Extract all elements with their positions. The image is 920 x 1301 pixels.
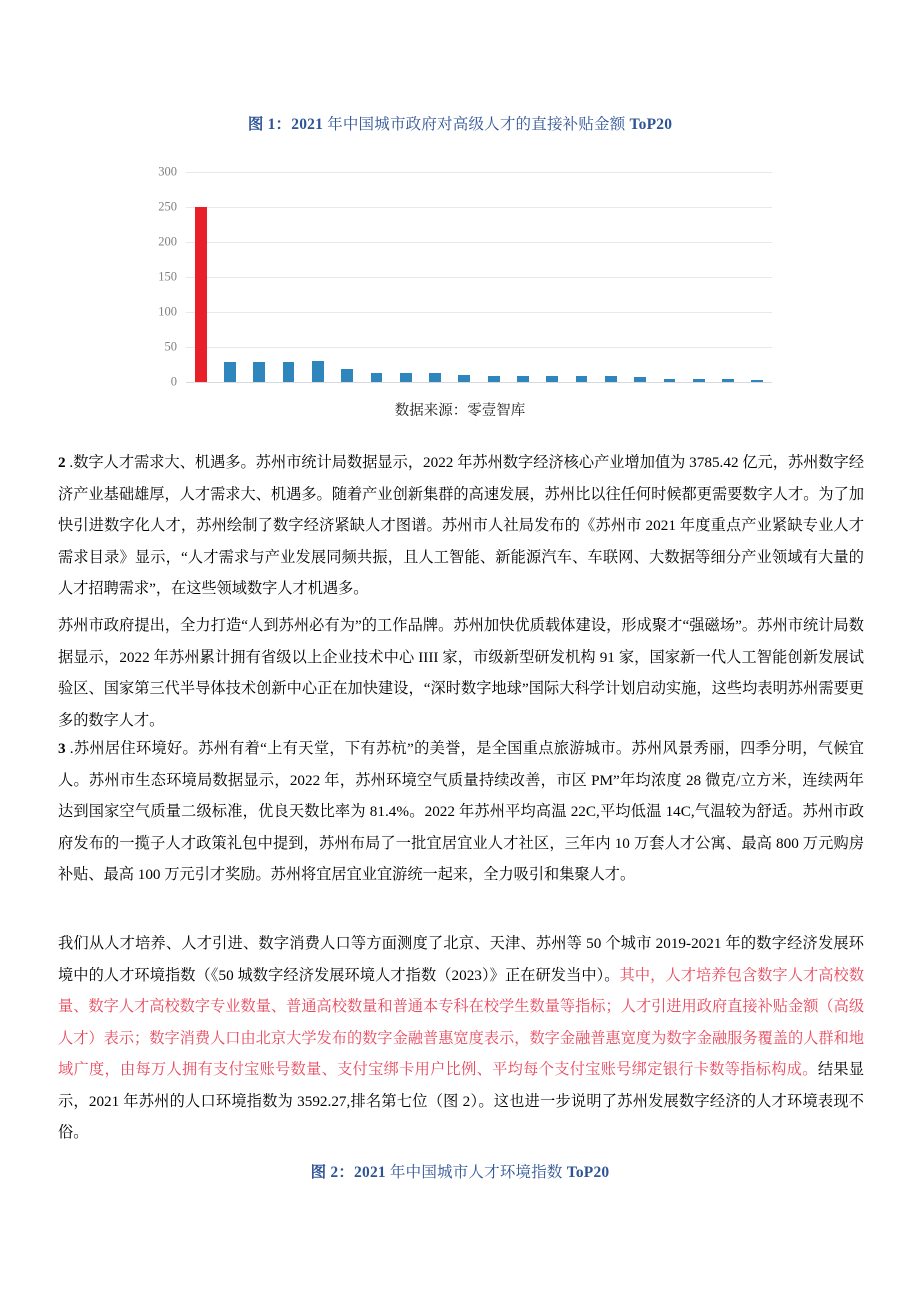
chart-y-tick-label: 300 — [158, 164, 177, 179]
chart-bar — [458, 375, 470, 382]
paragraph-4 — [58, 733, 864, 891]
figure2-caption — [0, 1160, 920, 1182]
chart-source-note: 数据来源：零壹智库 — [394, 403, 526, 419]
chart-bar — [253, 362, 265, 382]
paragraph-5-text-part2: 结果显示，2021 年苏州的人口环境指数为 3592.27,排名第七位（图 2）。这也进一步说明了苏州发展数字经济的人才环境表现不俗。 — [58, 1061, 865, 1141]
figure2-caption-suffix: ToP20 — [566, 1164, 610, 1181]
paragraph-4-text: .苏州居住环境好。苏州有着“上有天堂，下有苏杭”的美誉，是全国重点旅游城市。苏州风景秀丽，四季分明，气候宜人。苏州市生态环境局数据显示，2022 年，苏州环境空气质量持续改善，市区 PM”年均浓度 28 微克/立方米，连续两年达到国家空气质量二级标准，优良天数比率为 81.4%。2022 年苏州平均高温 22C,平均低温 14C,气温较为舒适。苏州市政府发布的一揽子人才政策礼包中提到，苏州布局了一批宜居宜业人才社区，三年内 10 万套人才公寓、最高 800 万元购房补贴、最高 100 万元引才奖励。苏州将宜居宜业宜游统一起来，全力吸引和集聚人才。 — [58, 740, 865, 883]
paragraph-2-number: 2 — [58, 454, 66, 471]
figure2-caption-prefix: 图 2：2021 — [310, 1164, 386, 1181]
chart-bar — [517, 376, 529, 382]
chart-bar — [341, 369, 353, 382]
figure1-caption-suffix: ToP20 — [629, 116, 673, 133]
figure1-caption-prefix: 图 1：2021 — [247, 116, 324, 133]
chart-bar — [664, 379, 676, 383]
chart-bar — [283, 362, 295, 382]
chart-bar — [488, 376, 500, 382]
chart-y-tick-label: 150 — [158, 269, 177, 284]
chart-bar — [195, 207, 207, 382]
chart-baseline — [186, 382, 772, 383]
figure2-caption-body: 年中国城市人才环境指数 — [385, 1164, 567, 1181]
chart-y-tick-label: 50 — [164, 339, 177, 354]
chart-bar — [576, 376, 588, 382]
paragraph-3 — [58, 610, 864, 736]
chart-y-tick-label: 0 — [170, 374, 177, 389]
paragraph-2 — [58, 447, 864, 605]
chart-y-tick-label: 250 — [158, 199, 177, 214]
chart-bar — [429, 373, 441, 382]
chart-bar — [224, 362, 236, 382]
chart-bar — [722, 379, 734, 382]
chart-y-axis — [148, 164, 182, 389]
chart-y-tick-label: 100 — [158, 304, 177, 319]
chart-bar — [634, 377, 646, 382]
chart-bars — [186, 172, 772, 382]
chart-bar — [605, 376, 617, 382]
chart-bar — [546, 376, 558, 382]
paragraph-3-text: 苏州市政府提出，全力打造“人到苏州必有为”的工作品牌。苏州加快优质载体建设，形成聚才“强磁场”。苏州市统计局数据显示，2022 年苏州累计拥有省级以上企业技术中心 IIII 家，市级新型研发机构 91 家，国家新一代人工智能创新发展试验区、国家第三代半导体技术创新中心正在加快建设，“深时数字地球”国际大科学计划启动实施，这些均表明苏州需要更多的数字人才。 — [58, 617, 864, 729]
paragraph-2-text: .数字人才需求大、机遇多。苏州市统计局数据显示，2022 年苏州数字经济核心产业增加值为 3785.42 亿元，苏州数字经济产业基础雄厚，人才需求大、机遇多。随着产业创新集群的高速发展，苏州比以往任何时候都更需要数字人才。为了加快引进数字化人才，苏州绘制了数字经济紧缺人才图谱。苏州市人社局发布的《苏州市 2021 年度重点产业紧缺专业人才需求目录》显示，“人才需求与产业发展同频共振，且人工智能、新能源汽车、车联网、大数据等细分产业领域有大量的人才招聘需求”，在这些领域数字人才机遇多。 — [58, 454, 864, 597]
chart-bar — [371, 373, 383, 382]
chart-y-tick-label: 200 — [158, 234, 177, 249]
figure1-caption — [0, 112, 920, 134]
figure1-bar-chart — [148, 164, 772, 389]
paragraph-5 — [58, 928, 864, 1149]
figure1-caption-body: 年中国城市政府对高级人才的直接补贴金额 — [323, 116, 630, 133]
chart-plot-area — [186, 172, 772, 382]
paragraph-5-text-highlight: 其中，人才培养包含数字人才高校数量、数字人才高校数字专业数量、普通高校数量和普通本专科在校学生数量等指标；人才引进用政府直接补贴金额（高级人才）表示；数字消费人口由北京大学发布的数字金融普惠宽度表示，数字金融普惠宽度为数字金融服务覆盖的人群和地域广度，由每万人拥有支付宝账号数量、支付宝绑卡用户比例、平均每个支付宝账号绑定银行卡数等指标构成。 — [58, 966, 864, 1078]
paragraph-5-text-part1: 我们从人才培养、人才引进、数字消费人口等方面测度了北京、天津、苏州等 50 个城市 2019-2021 年的数字经济发展环境中的人才环境指数（《50 城数字经济发展环境人才指数（2023）》正在研发当中）。 — [58, 935, 864, 984]
chart-bar — [312, 361, 324, 382]
chart-bar — [751, 380, 763, 382]
chart-bar — [400, 373, 412, 382]
chart-bar — [693, 379, 705, 382]
paragraph-4-number: 3 — [58, 740, 66, 757]
